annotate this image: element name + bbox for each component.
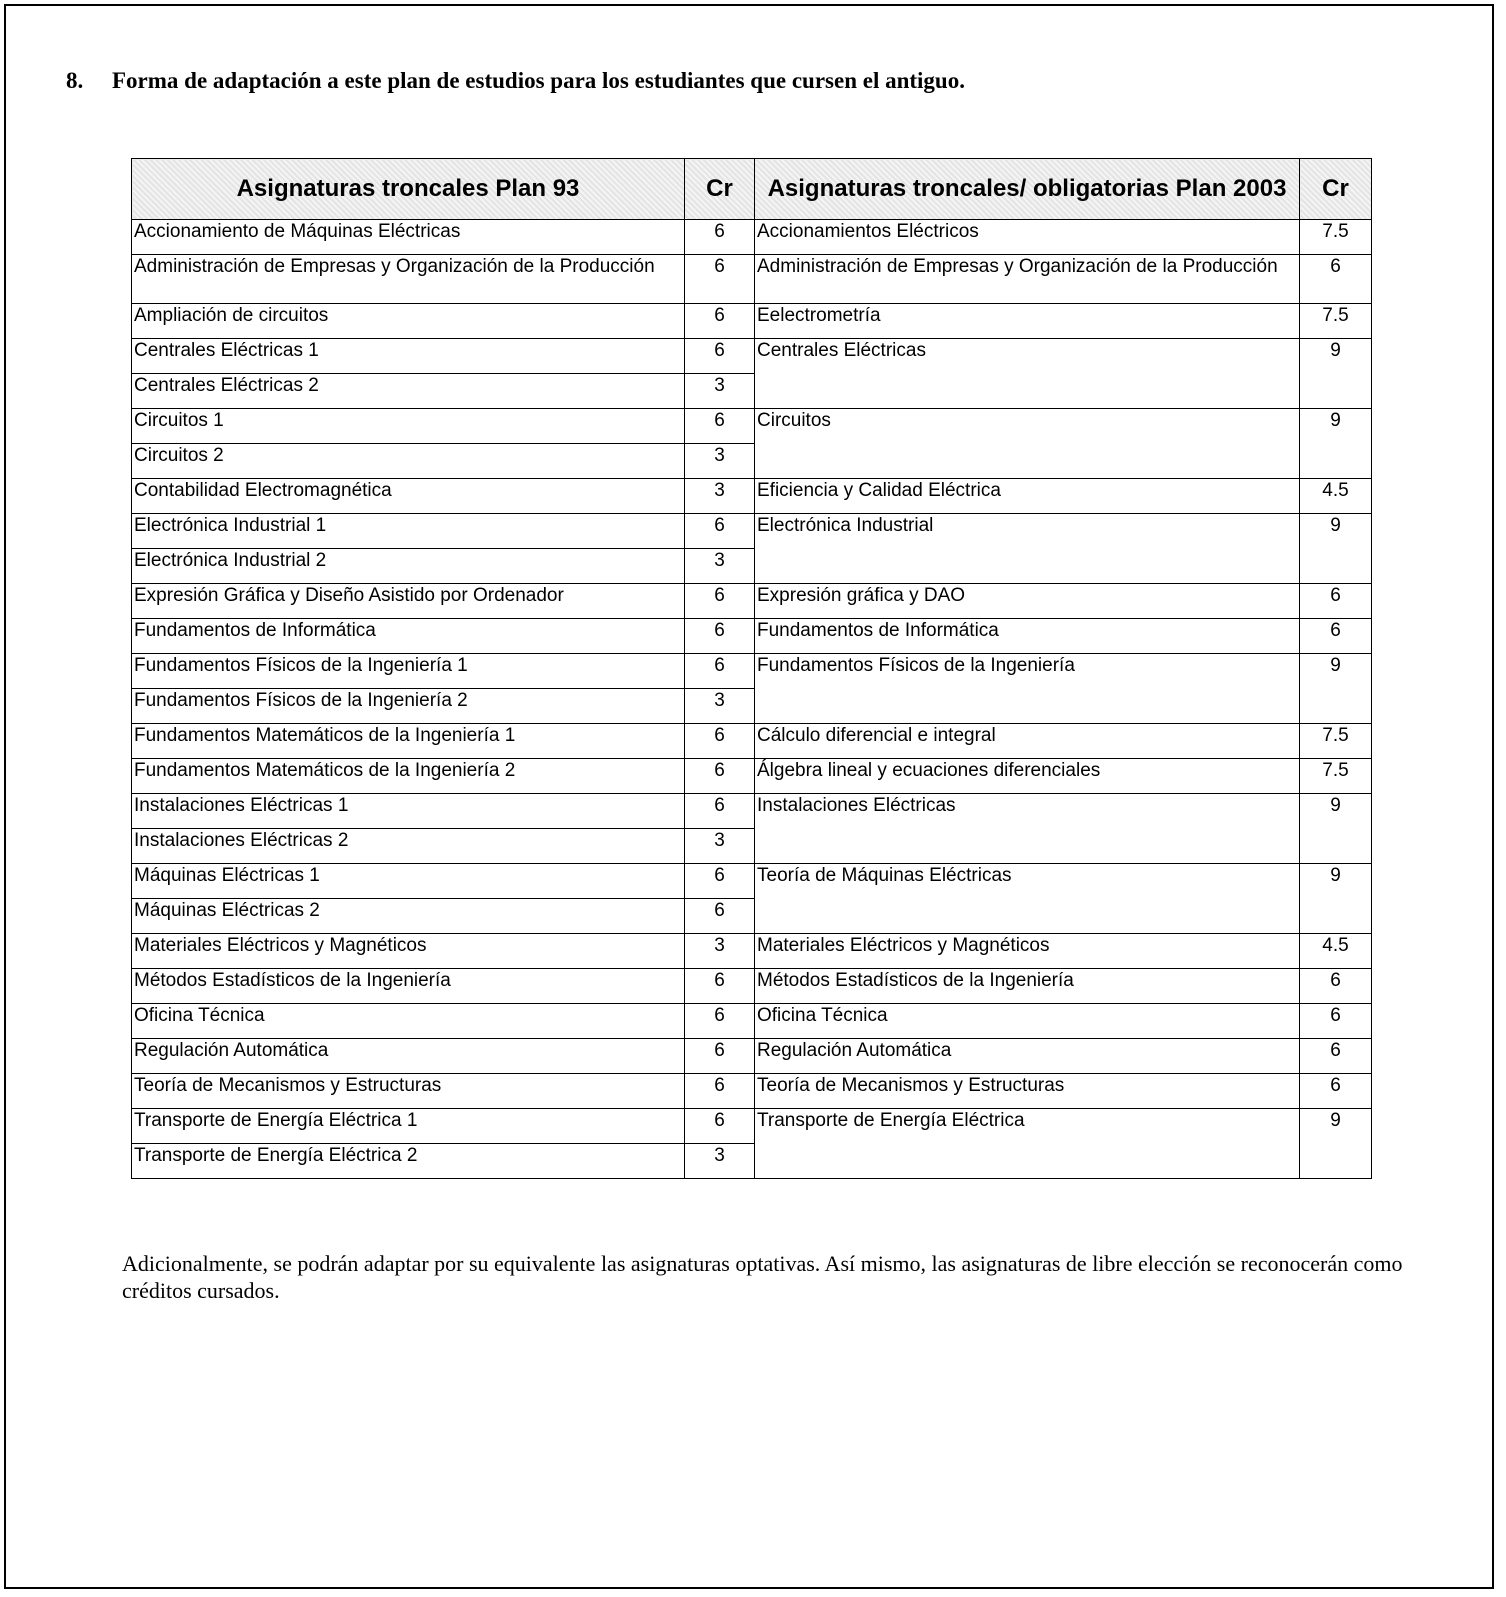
new-subject-cell: Expresión gráfica y DAO bbox=[755, 584, 1300, 619]
old-credits-cell: 6 bbox=[685, 409, 755, 444]
old-subject-cell: Circuitos 2 bbox=[132, 444, 685, 479]
new-subject-cell: Eficiencia y Calidad Eléctrica bbox=[755, 479, 1300, 514]
new-credits-cell: 6 bbox=[1300, 255, 1372, 304]
old-credits-cell: 3 bbox=[685, 1144, 755, 1179]
old-credits-cell: 6 bbox=[685, 969, 755, 1004]
new-credits-cell: 6 bbox=[1300, 969, 1372, 1004]
table-row bbox=[132, 479, 1372, 514]
new-credits-cell: 6 bbox=[1300, 1074, 1372, 1109]
old-credits-cell: 6 bbox=[685, 899, 755, 934]
old-subject-cell: Fundamentos Físicos de la Ingeniería 2 bbox=[132, 689, 685, 724]
new-subject-cell: Métodos Estadísticos de la Ingeniería bbox=[755, 969, 1300, 1004]
old-credits-cell: 3 bbox=[685, 374, 755, 409]
old-credits-cell: 3 bbox=[685, 479, 755, 514]
table-row bbox=[132, 1109, 1372, 1144]
new-credits-cell: 9 bbox=[1300, 514, 1372, 584]
old-subject-cell: Instalaciones Eléctricas 2 bbox=[132, 829, 685, 864]
old-credits-cell: 3 bbox=[685, 689, 755, 724]
old-credits-cell: 6 bbox=[685, 255, 755, 304]
new-credits-cell: 9 bbox=[1300, 794, 1372, 864]
table-header-row bbox=[132, 159, 1372, 220]
old-subject-cell: Materiales Eléctricos y Magnéticos bbox=[132, 934, 685, 969]
new-credits-cell: 6 bbox=[1300, 584, 1372, 619]
header-new-credits: Cr bbox=[1300, 159, 1372, 220]
old-credits-cell: 6 bbox=[685, 1109, 755, 1144]
table-row bbox=[132, 794, 1372, 829]
old-credits-cell: 3 bbox=[685, 934, 755, 969]
new-subject-cell: Fundamentos de Informática bbox=[755, 619, 1300, 654]
table-row bbox=[132, 514, 1372, 549]
new-subject-cell: Eelectrometría bbox=[755, 304, 1300, 339]
new-subject-cell: Teoría de Mecanismos y Estructuras bbox=[755, 1074, 1300, 1109]
table-row bbox=[132, 619, 1372, 654]
old-credits-cell: 6 bbox=[685, 1039, 755, 1074]
old-credits-cell: 6 bbox=[685, 619, 755, 654]
new-credits-cell: 7.5 bbox=[1300, 220, 1372, 255]
new-subject-cell: Electrónica Industrial bbox=[755, 514, 1300, 584]
header-old-credits: Cr bbox=[685, 159, 755, 220]
table-row bbox=[132, 1074, 1372, 1109]
old-subject-cell: Oficina Técnica bbox=[132, 1004, 685, 1039]
old-subject-cell: Máquinas Eléctricas 2 bbox=[132, 899, 685, 934]
new-subject-cell: Regulación Automática bbox=[755, 1039, 1300, 1074]
old-subject-cell: Instalaciones Eléctricas 1 bbox=[132, 794, 685, 829]
old-subject-cell: Regulación Automática bbox=[132, 1039, 685, 1074]
new-subject-cell: Materiales Eléctricos y Magnéticos bbox=[755, 934, 1300, 969]
section-heading bbox=[66, 68, 965, 94]
table-row bbox=[132, 654, 1372, 689]
new-subject-cell: Cálculo diferencial e integral bbox=[755, 724, 1300, 759]
table-body bbox=[132, 220, 1372, 1179]
old-subject-cell: Transporte de Energía Eléctrica 2 bbox=[132, 1144, 685, 1179]
old-credits-cell: 6 bbox=[685, 1004, 755, 1039]
new-credits-cell: 6 bbox=[1300, 1039, 1372, 1074]
adaptation-table bbox=[131, 158, 1372, 1179]
old-subject-cell: Máquinas Eléctricas 1 bbox=[132, 864, 685, 899]
table-row bbox=[132, 409, 1372, 444]
old-subject-cell: Centrales Eléctricas 1 bbox=[132, 339, 685, 374]
old-credits-cell: 6 bbox=[685, 304, 755, 339]
old-subject-cell: Fundamentos de Informática bbox=[132, 619, 685, 654]
new-subject-cell: Fundamentos Físicos de la Ingeniería bbox=[755, 654, 1300, 724]
new-subject-cell: Álgebra lineal y ecuaciones diferenciales bbox=[755, 759, 1300, 794]
old-subject-cell: Circuitos 1 bbox=[132, 409, 685, 444]
closing-paragraph: Adicionalmente, se podrán adaptar por su equivalente las asignaturas optativas. Así mismo, las asignaturas de libre elección se reconocerán como créditos cursados. bbox=[122, 1251, 1403, 1303]
old-subject-cell: Centrales Eléctricas 2 bbox=[132, 374, 685, 409]
new-credits-cell: 9 bbox=[1300, 339, 1372, 409]
header-new-subject: Asignaturas troncales/ obligatorias Plan 2003 bbox=[755, 159, 1300, 220]
new-credits-cell: 9 bbox=[1300, 409, 1372, 479]
old-subject-cell: Accionamiento de Máquinas Eléctricas bbox=[132, 220, 685, 255]
old-subject-cell: Transporte de Energía Eléctrica 1 bbox=[132, 1109, 685, 1144]
new-subject-cell: Transporte de Energía Eléctrica bbox=[755, 1109, 1300, 1179]
old-credits-cell: 6 bbox=[685, 654, 755, 689]
new-subject-cell: Circuitos bbox=[755, 409, 1300, 479]
old-subject-cell: Teoría de Mecanismos y Estructuras bbox=[132, 1074, 685, 1109]
new-credits-cell: 7.5 bbox=[1300, 304, 1372, 339]
old-subject-cell: Expresión Gráfica y Diseño Asistido por Ordenador bbox=[132, 584, 685, 619]
table-row bbox=[132, 934, 1372, 969]
new-credits-cell: 6 bbox=[1300, 1004, 1372, 1039]
header-old-subject: Asignaturas troncales Plan 93 bbox=[132, 159, 685, 220]
table-row bbox=[132, 759, 1372, 794]
old-subject-cell: Contabilidad Electromagnética bbox=[132, 479, 685, 514]
old-credits-cell: 6 bbox=[685, 1074, 755, 1109]
new-subject-cell: Oficina Técnica bbox=[755, 1004, 1300, 1039]
old-credits-cell: 6 bbox=[685, 584, 755, 619]
old-credits-cell: 3 bbox=[685, 549, 755, 584]
old-subject-cell: Electrónica Industrial 1 bbox=[132, 514, 685, 549]
old-credits-cell: 6 bbox=[685, 759, 755, 794]
table-row bbox=[132, 304, 1372, 339]
new-subject-cell: Teoría de Máquinas Eléctricas bbox=[755, 864, 1300, 934]
old-credits-cell: 6 bbox=[685, 339, 755, 374]
new-credits-cell: 4.5 bbox=[1300, 479, 1372, 514]
old-credits-cell: 3 bbox=[685, 829, 755, 864]
new-credits-cell: 4.5 bbox=[1300, 934, 1372, 969]
table-row bbox=[132, 969, 1372, 1004]
old-subject-cell: Fundamentos Matemáticos de la Ingeniería 2 bbox=[132, 759, 685, 794]
old-subject-cell: Ampliación de circuitos bbox=[132, 304, 685, 339]
old-subject-cell: Fundamentos Físicos de la Ingeniería 1 bbox=[132, 654, 685, 689]
old-credits-cell: 6 bbox=[685, 794, 755, 829]
table-row bbox=[132, 1004, 1372, 1039]
table-row bbox=[132, 724, 1372, 759]
old-subject-cell: Administración de Empresas y Organización de la Producción bbox=[132, 255, 685, 304]
table-row bbox=[132, 339, 1372, 374]
new-credits-cell: 9 bbox=[1300, 654, 1372, 724]
table-row bbox=[132, 584, 1372, 619]
new-subject-cell: Accionamientos Eléctricos bbox=[755, 220, 1300, 255]
new-credits-cell: 9 bbox=[1300, 864, 1372, 934]
old-subject-cell: Fundamentos Matemáticos de la Ingeniería 1 bbox=[132, 724, 685, 759]
old-credits-cell: 6 bbox=[685, 724, 755, 759]
table-row bbox=[132, 255, 1372, 304]
old-credits-cell: 3 bbox=[685, 444, 755, 479]
new-credits-cell: 7.5 bbox=[1300, 724, 1372, 759]
new-credits-cell: 6 bbox=[1300, 619, 1372, 654]
table-row bbox=[132, 1039, 1372, 1074]
new-credits-cell: 7.5 bbox=[1300, 759, 1372, 794]
old-subject-cell: Electrónica Industrial 2 bbox=[132, 549, 685, 584]
new-subject-cell: Centrales Eléctricas bbox=[755, 339, 1300, 409]
new-subject-cell: Administración de Empresas y Organización de la Producción bbox=[755, 255, 1300, 304]
new-subject-cell: Instalaciones Eléctricas bbox=[755, 794, 1300, 864]
section-title: Forma de adaptación a este plan de estudios para los estudiantes que cursen el antiguo. bbox=[112, 68, 965, 93]
section-number: 8. bbox=[66, 68, 84, 93]
old-credits-cell: 6 bbox=[685, 864, 755, 899]
new-credits-cell: 9 bbox=[1300, 1109, 1372, 1179]
old-credits-cell: 6 bbox=[685, 220, 755, 255]
table-row bbox=[132, 864, 1372, 899]
old-credits-cell: 6 bbox=[685, 514, 755, 549]
table-row bbox=[132, 220, 1372, 255]
old-subject-cell: Métodos Estadísticos de la Ingeniería bbox=[132, 969, 685, 1004]
